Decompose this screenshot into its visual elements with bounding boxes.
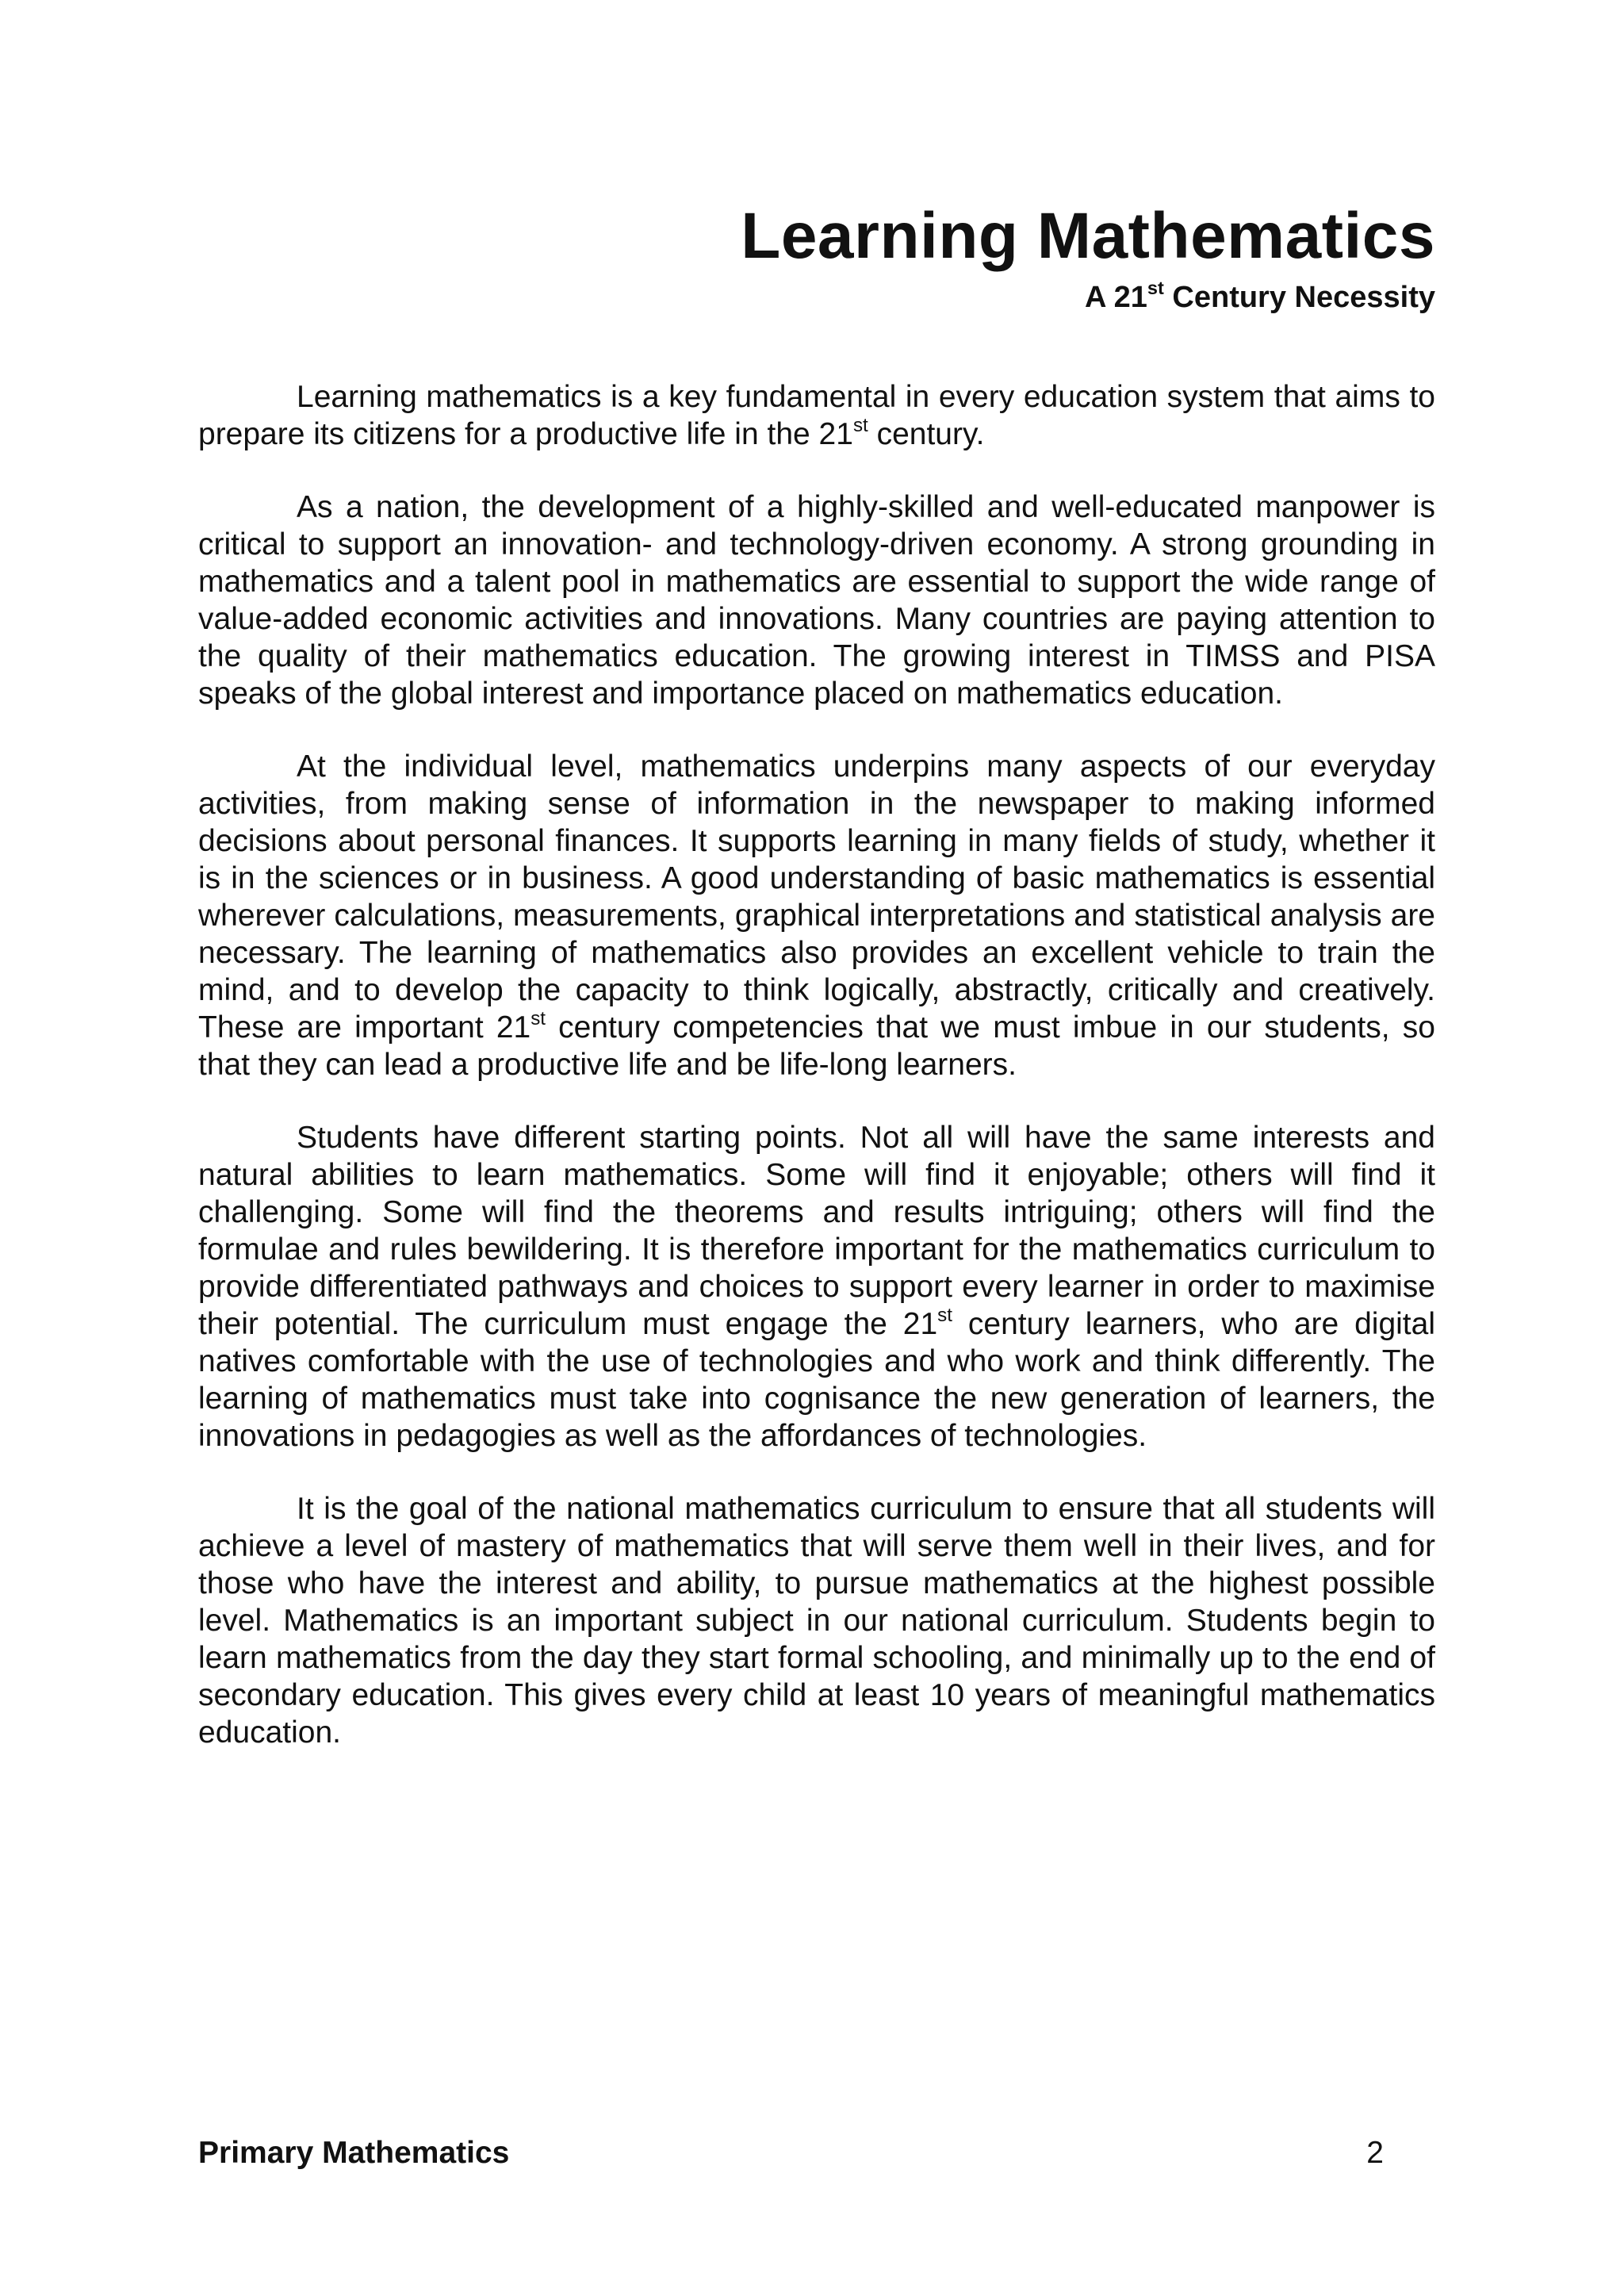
paragraph-3-superscript: st bbox=[530, 1007, 546, 1029]
paragraph-4-text-b: century learners, who are digital natives comfortable with the use of technologies and who work and think differently. The learning of mathematics must take into cognisance the new generation of learners, the innovations in pedagogies as well as the affordances of technologies. bbox=[198, 1307, 1435, 1453]
paragraph-1 bbox=[198, 378, 1435, 453]
page-title: Learning Mathematics bbox=[741, 200, 1435, 272]
paragraph-2: As a nation, the development of a highly-skilled and well-educated manpower is critical to support an innovation- and technology-driven economy. A strong grounding in mathematics and a talent pool in mathematics are essential to support the wide range of value-added economic activities and innovations. Many countries are paying attention to the quality of their mathematics education. The growing interest in TIMSS and PISA speaks of the global interest and importance placed on mathematics education. bbox=[198, 490, 1435, 711]
subtitle-suffix: Century Necessity bbox=[1163, 281, 1435, 314]
paragraph-3-text-b: century competencies that we must imbue in our students, so that they can lead a productive life and be life-long learners. bbox=[198, 1010, 1435, 1082]
paragraph-4-text-a: Students have different starting points. Not all will have the same interests and natural abilities to learn mathematics. Some will find it enjoyable; others will find it challenging. Some will find the theorems and results intriguing; others will find the formulae and rules bewildering. It is therefore important for the mathematics curriculum to provide differentiated pathways and choices to support every learner in order to maximise their potential. The curriculum must engage the 21 bbox=[198, 1121, 1435, 1341]
paragraph-1-text-a: Learning mathematics is a key fundamental in every education system that aims to prepare its citizens for a productive life in the 21 bbox=[198, 380, 1435, 451]
paragraph-3 bbox=[198, 748, 1435, 1083]
footer-title: Primary Mathematics bbox=[198, 2136, 510, 2170]
paragraph-5: It is the goal of the national mathematics curriculum to ensure that all students will achieve a level of mastery of mathematics that will serve them well in their lives, and for those who have the interest and ability, to pursue mathematics at the highest possible level. Mathematics is an important subject in our national curriculum. Students begin to learn mathematics from the day they start formal schooling, and minimally up to the end of secondary education. This gives every child at least 10 years of meaningful mathematics education. bbox=[198, 1492, 1435, 1750]
page-header bbox=[198, 198, 1435, 316]
page-number: 2 bbox=[1366, 2136, 1384, 2170]
page-footer bbox=[198, 2133, 1384, 2173]
paragraph-1-text-b: century. bbox=[868, 417, 985, 451]
document-body bbox=[198, 378, 1435, 1787]
paragraph-4-superscript: st bbox=[937, 1304, 952, 1326]
paragraph-1-superscript: st bbox=[852, 414, 868, 436]
paragraph-4 bbox=[198, 1119, 1435, 1455]
subtitle-superscript: st bbox=[1147, 278, 1164, 298]
subtitle-prefix: A 21 bbox=[1085, 281, 1147, 314]
paragraph-3-text-a: At the individual level, mathematics underpins many aspects of our everyday activities, from making sense of information in the newspaper to making informed decisions about personal finances. It supports learning in many fields of study, whether it is in the sciences or in business. A good understanding of basic mathematics is essential wherever calculations, measurements, graphical interpretations and statistical analysis are necessary. The learning of mathematics also provides an excellent vehicle to train the mind, and to develop the capacity to think logically, abstractly, critically and creatively. These are important 21 bbox=[198, 749, 1435, 1045]
page-subtitle bbox=[198, 279, 1435, 316]
